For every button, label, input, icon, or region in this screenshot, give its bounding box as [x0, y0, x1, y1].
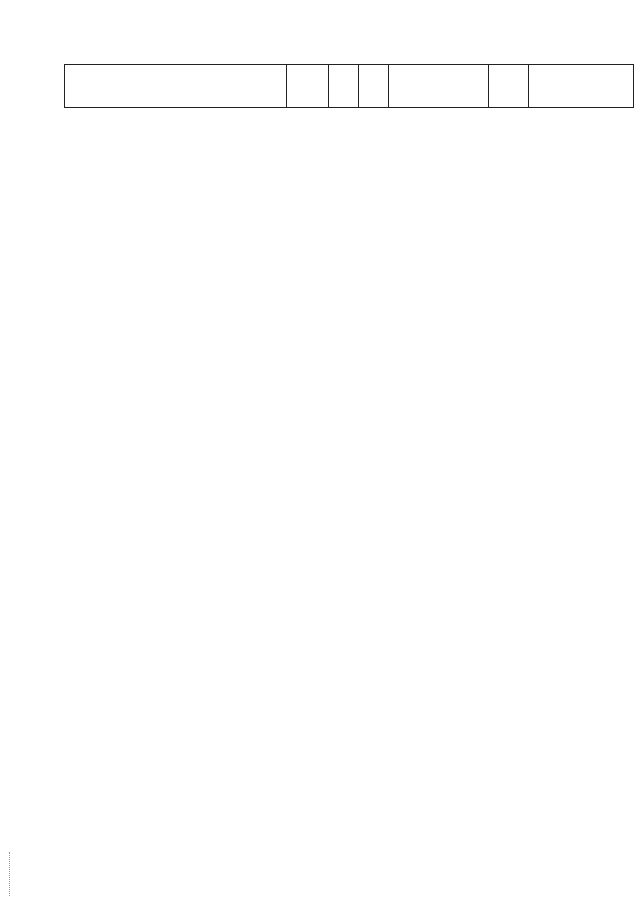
- header-rz: [329, 65, 359, 107]
- header-csr: [389, 65, 489, 107]
- header-kvsr: [287, 65, 329, 107]
- header-vr: [489, 65, 529, 107]
- header-sum: [529, 65, 633, 107]
- header-pr: [359, 65, 389, 107]
- margin-mark: [9, 852, 11, 896]
- header-name: [65, 65, 287, 107]
- table-header: [64, 64, 634, 108]
